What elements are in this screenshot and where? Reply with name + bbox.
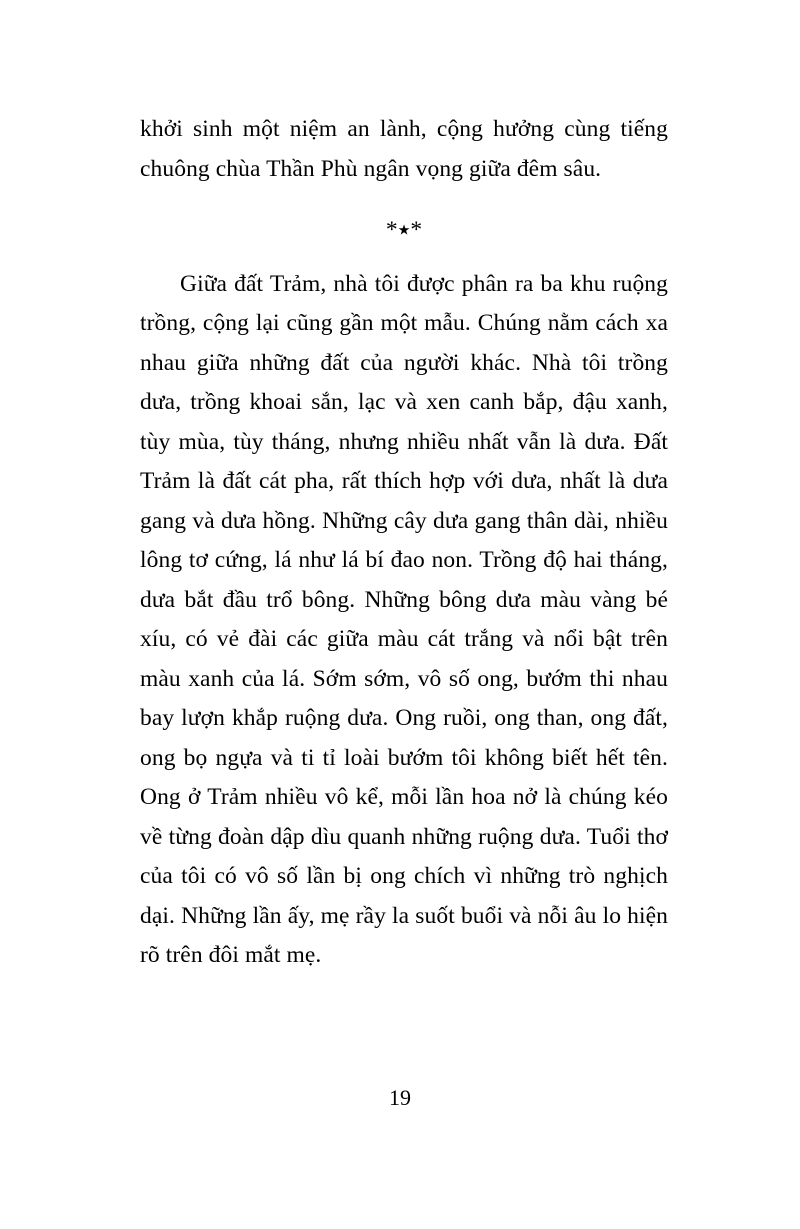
section-divider: *٭* [385,217,423,243]
page-number: 19 [389,1085,411,1110]
paragraph-body: Giữa đất Trảm, nhà tôi được phân ra ba khu ruộng trồng, cộng lại cũng gần một mẫu. Chúng nằm cách xa nhau giữa những đất của người khác. Nhà tôi trồng dưa, trồng khoai sắn, lạc và xen canh bắp, đậu xanh, tùy mùa, tùy tháng, nhưng nhiều nhất vẫn là dưa. Đất Trảm là đất cát pha, rất thích hợp với dưa, nhất là dưa gang và dưa hồng. Những cây dưa gang thân dài, nhiều lông tơ cứng, lá như lá bí đao non. Trồng độ hai tháng, dưa bắt đầu trổ bông. Những bông dưa màu vàng bé xíu, có vẻ đài các giữa màu cát trắng và nổi bật trên màu xanh của lá. Sớm sớm, vô số ong, bướm thi nhau bay lượn khắp ruộng dưa. Ong ruồi, ong than, ong đất, ong bọ ngựa và ti tỉ loài bướm tôi không biết hết tên. Ong ở Trảm nhiều vô kể, mỗi lần hoa nở là chúng kéo về từng đoàn dập dìu quanh những ruộng dưa. Tuổi thơ của tôi có vô số lần bị ong chích vì những trò nghịch dại. Những lần ấy, mẹ rầy la suốt buổi và nỗi âu lo hiện rõ trên đôi mắt mẹ. [140,270,668,968]
page-body [140,110,668,976]
paragraph-continuation: khởi sinh một niệm an lành, cộng hưởng cùng tiếng chuông chùa Thần Phù ngân vọng giữa đêm sâu. [140,116,668,182]
